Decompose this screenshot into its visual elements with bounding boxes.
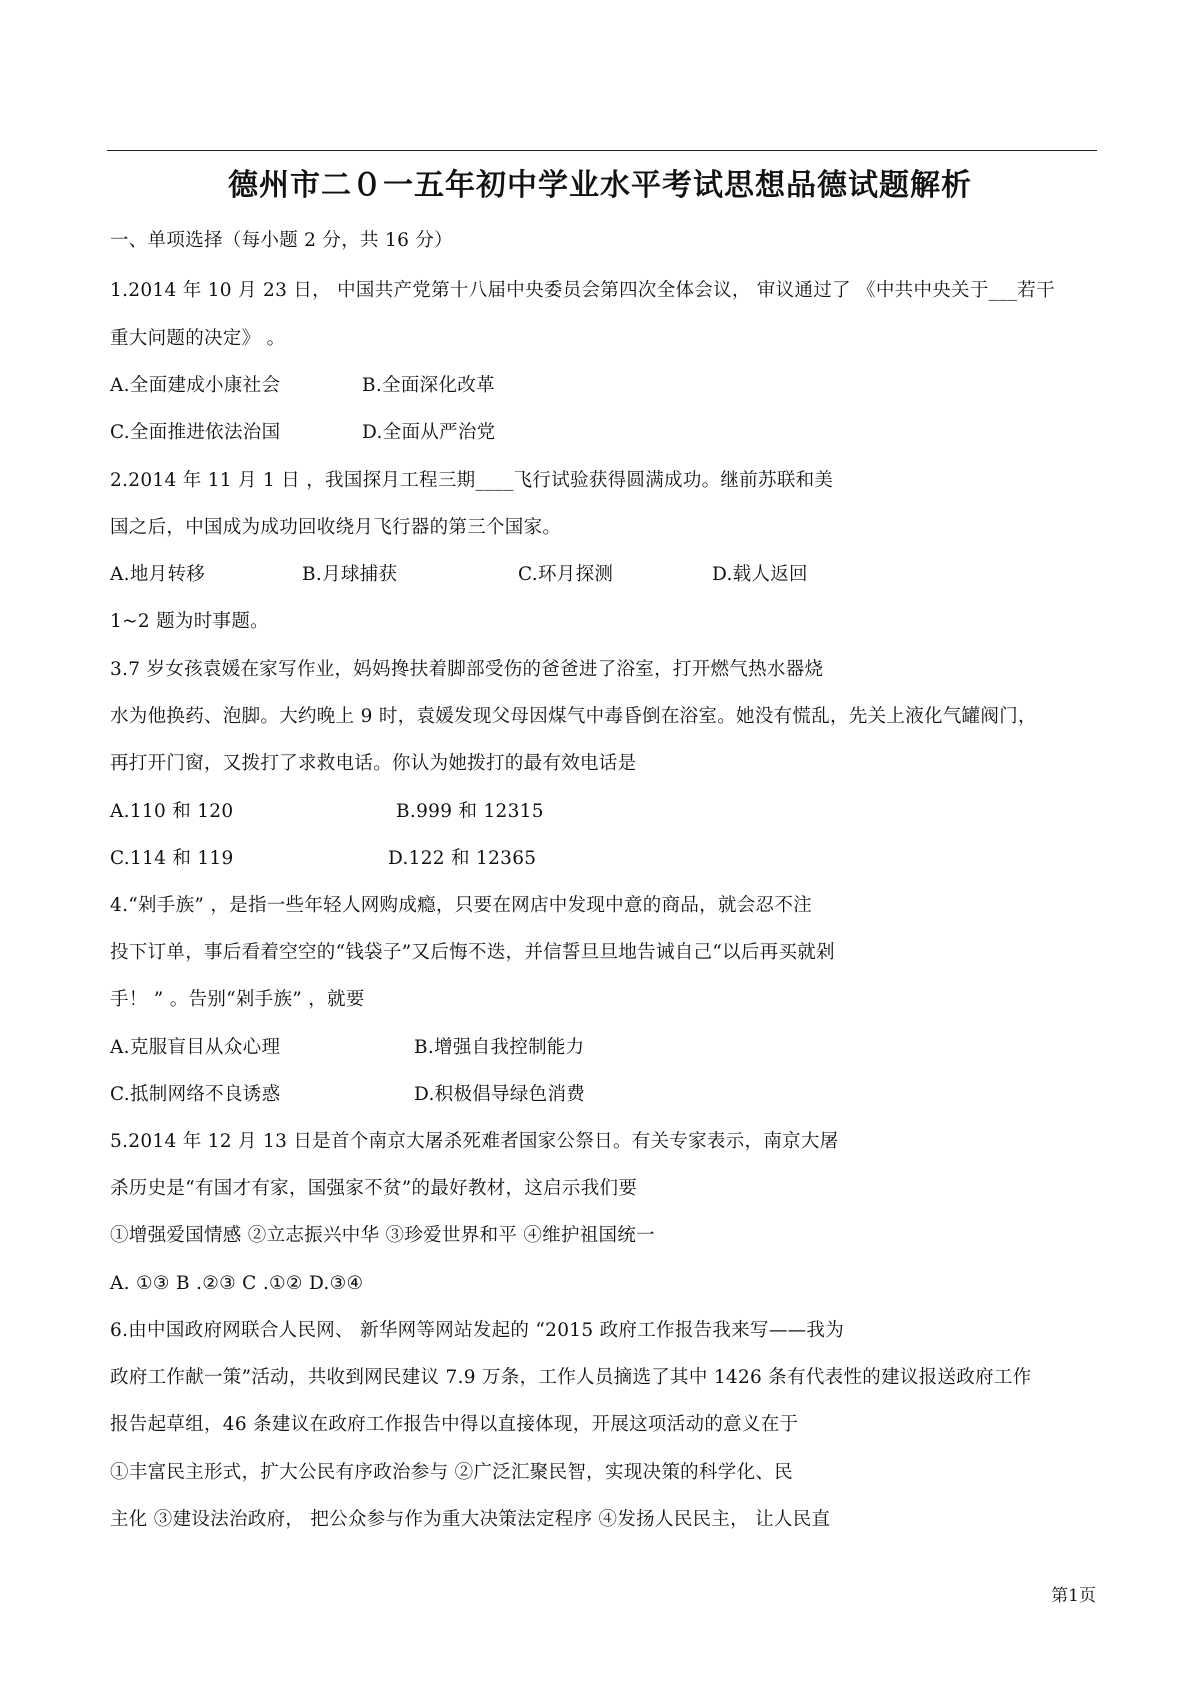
question-2-line-2: 国之后，中国成为成功回收绕月飞行器的第三个国家。 xyxy=(110,517,562,538)
document-title: 德州市二０一五年初中学业水平考试思想品德试题解析 xyxy=(228,168,972,203)
question-3-option-a: A.110 和 120 xyxy=(110,801,234,822)
question-3-line-1: 3.7 岁女孩袁媛在家写作业，妈妈搀扶着脚部受伤的爸爸进了浴室，打开燃气热水器烧 xyxy=(110,659,824,680)
question-4-option-c: C.抵制网络不良诱惑 xyxy=(110,1084,281,1105)
question-4-option-d: D.积极倡导绿色消费 xyxy=(414,1084,586,1105)
question-5-line-2: 杀历史是“有国才有家，国强家不贫”的最好教材，这启示我们要 xyxy=(110,1178,638,1199)
question-6-line-4: ①丰富民主形式，扩大公民有序政治参与 ②广泛汇聚民智，实现决策的科学化、民 xyxy=(110,1462,793,1483)
question-3-line-2: 水为他换药、泡脚。大约晚上 9 时，袁媛发现父母因煤气中毒昏倒在浴室。她没有慌乱，先关上液化气罐阀门， xyxy=(110,706,1037,727)
question-6-line-5: 主化 ③建设法治政府， 把公众参与作为重大决策法定程序 ④发扬人民民主， 让人民直 xyxy=(110,1509,831,1530)
question-4-line-2: 投下订单，事后看着空空的“钱袋子”又后悔不迭，并信誓旦旦地告诫自己“以后再买就剁 xyxy=(110,942,835,963)
question-1-option-c: C.全面推进依法治国 xyxy=(110,422,281,443)
question-6-line-2: 政府工作献一策”活动，共收到网民建议 7.9 万条，工作人员摘选了其中 1426 条有代表性的建议报送政府工作 xyxy=(110,1367,1032,1388)
question-3-option-d: D.122 和 12365 xyxy=(388,848,537,869)
question-1-option-d: D.全面从严治党 xyxy=(362,422,496,443)
question-4-line-3: 手！ ” 。告别“剁手族” ，就要 xyxy=(110,989,365,1010)
question-2-option-b: B.月球捕获 xyxy=(302,564,398,585)
question-3-line-3: 再打开门窗，又拨打了求救电话。你认为她拨打的最有效电话是 xyxy=(110,753,637,774)
question-2-line-1: 2.2014 年 11 月 1 日 ，我国探月工程三期____飞行试验获得圆满成功。继前苏联和美 xyxy=(110,470,834,491)
question-1-option-b: B.全面深化改革 xyxy=(362,375,495,396)
question-6-line-1: 6.由中国政府网联合人民网、 新华网等网站发起的 “2015 政府工作报告我来写——我为 xyxy=(110,1320,845,1341)
question-5-line-1: 5.2014 年 12 月 13 日是首个南京大屠杀死难者国家公祭日。有关专家表示，南京大屠 xyxy=(110,1131,839,1152)
question-6-line-3: 报告起草组，46 条建议在政府工作报告中得以直接体现，开展这项活动的意义在于 xyxy=(110,1414,799,1435)
question-2-option-c: C.环月探测 xyxy=(518,564,614,585)
question-2-option-d: D.载人返回 xyxy=(712,564,808,585)
question-3-option-c: C.114 和 119 xyxy=(110,848,234,869)
section-heading: 一、单项选择（每小题 2 分，共 16 分） xyxy=(110,230,453,251)
header-rule xyxy=(107,150,1097,151)
question-5-options: A. ①③ B .②③ C .①② D.③④ xyxy=(110,1273,364,1294)
question-4-option-b: B.增强自我控制能力 xyxy=(414,1037,585,1058)
current-affairs-note: 1~2 题为时事题。 xyxy=(110,611,269,632)
page-number: 第1页 xyxy=(1051,1586,1096,1606)
question-1-option-a: A.全面建成小康社会 xyxy=(110,375,281,396)
question-4-line-1: 4.“剁手族” ，是指一些年轻人网购成瘾，只要在网店中发现中意的商品，就会忍不注 xyxy=(110,895,812,916)
question-1-line-1: 1.2014 年 10 月 23 日， 中国共产党第十八届中央委员会第四次全体会议， 审议通过了 《中共中央关于___若干 xyxy=(110,280,1055,301)
question-1-line-2: 重大问题的决定》 。 xyxy=(110,328,286,349)
question-3-option-b: B.999 和 12315 xyxy=(396,801,544,822)
question-4-option-a: A.克服盲目从众心理 xyxy=(110,1037,281,1058)
question-2-option-a: A.地月转移 xyxy=(110,564,206,585)
question-5-statements: ①增强爱国情感 ②立志振兴中华 ③珍爱世界和平 ④维护祖国统一 xyxy=(110,1225,655,1246)
